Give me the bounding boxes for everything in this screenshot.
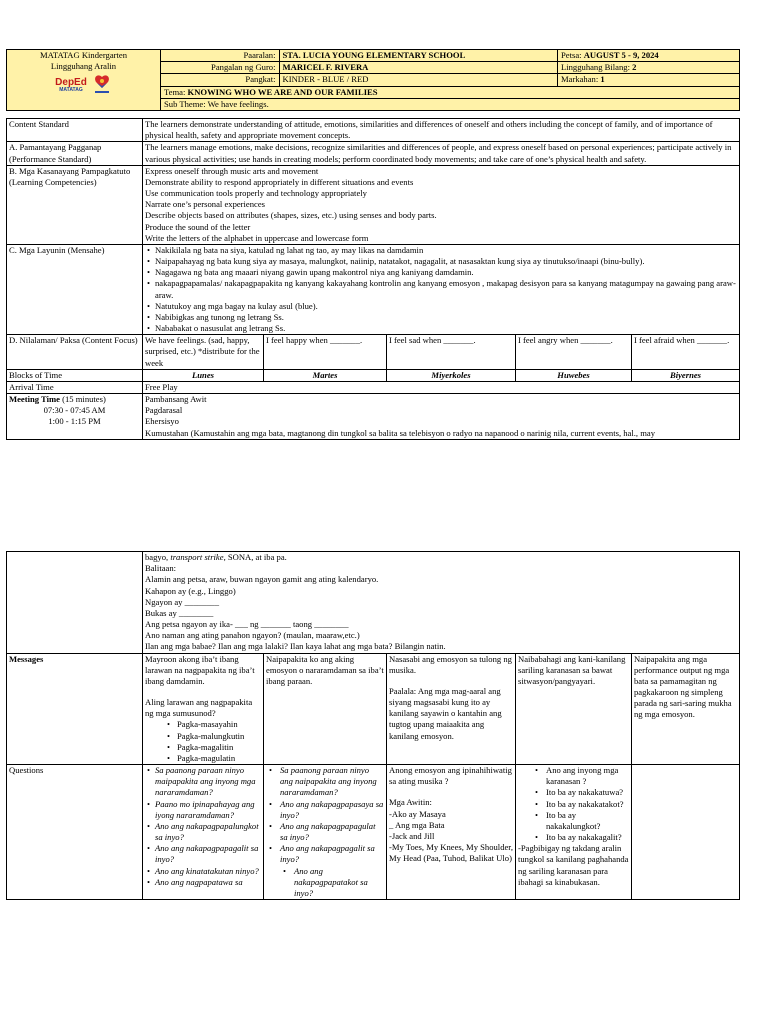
- question-item: • Ito ba ay nakakalungkot?: [546, 810, 629, 832]
- content-focus-label: D. Nilalaman/ Paksa (Content Focus): [7, 335, 143, 370]
- objectives-list: [143, 244, 740, 334]
- content-standard-label: Content Standard: [7, 119, 143, 142]
- continuation-line: Ngayon ay ________: [145, 596, 219, 607]
- questions-label: Questions: [7, 765, 143, 900]
- day-lunes: Lunes: [143, 369, 264, 381]
- matatag-seal-icon: [92, 74, 112, 96]
- meeting-line: Pambansang Awit: [145, 394, 207, 405]
- competency-item: Narrate one’s personal experiences: [145, 199, 266, 210]
- lesson-plan-table-continued: [6, 551, 740, 900]
- header-title-line1: MATATAG Kindergarten: [39, 50, 127, 60]
- meeting-time-1: 07:30 - 07:45 AM: [43, 405, 106, 416]
- competency-item: Demonstrate ability to respond appropriately in different situations and events: [145, 176, 414, 187]
- guro-value: MARICEL F. RIVERA: [279, 62, 557, 73]
- questions-huwebes: [516, 765, 632, 900]
- paaralan-value: STA. LUCIA YOUNG ELEMENTARY SCHOOL: [279, 50, 557, 61]
- competency-item: Describe objects based on attributes (shapes, sizes, etc.) using senses and body parts.: [145, 210, 437, 221]
- markahan-cell: Markahan: 1: [558, 74, 740, 86]
- question-item: • Ano ang nakapagpapagulat sa inyo?: [280, 821, 384, 843]
- objective-item: • nakapagpapamalas/ nakapagpapakita ng kanyang kakayahang kontrolin ang kanyang emosyon , makapag desisyon para sa kanyang matagumpay na gawaing pang araw-araw.: [155, 278, 737, 300]
- lesson-plan-table: [6, 118, 740, 440]
- competencies-label: B. Mga Kasanayang Pampagkatuto (Learning Competencies): [7, 165, 143, 244]
- paaralan-row: [161, 50, 558, 62]
- meeting-time-2: 1:00 - 1:15 PM: [48, 416, 101, 427]
- continuation-line: Ang petsa ngayon ay ika- ___ ng _______ taong ________: [145, 619, 349, 630]
- meeting-line: Kumustahan (Kamustahin ang mga bata, magtanong din tungkol sa balita sa telebisyon o radyo na napanood o narinig nila, current events, hal., may: [145, 427, 656, 438]
- question-item: • Ano ang nakapagpapalungkot sa inyo?: [155, 821, 261, 843]
- messages-label: Messages: [7, 653, 143, 765]
- question-item: • Ano ang kinatatakutan ninyo?: [155, 866, 261, 877]
- question-item: • Ito ba ay nakakatuwa?: [546, 787, 629, 798]
- objectives-label: C. Mga Layunin (Mensahe): [7, 244, 143, 334]
- matatag-logo-text: MATATAG: [59, 87, 83, 94]
- day-huwebes: Huwebes: [516, 369, 632, 381]
- tema-value: KNOWING WHO WE ARE AND OUR FAMILIES: [187, 86, 378, 97]
- objective-item: • Nagagawa ng bata ang maaari niyang gawin upang makontrol niya ang kaniyang damdamin.: [155, 267, 737, 278]
- questions-biyernes: [632, 765, 740, 900]
- performance-standard-label: A. Pamantayang Pagganap (Performance Standard): [7, 142, 143, 165]
- continuation-text: [143, 552, 740, 654]
- meeting-time-label: Meeting Time (15 minutes) 07:30 - 07:45 AM 1:00 - 1:15 PM: [7, 394, 143, 440]
- blocks-of-time-label: Blocks of Time: [7, 369, 143, 381]
- messages-martes: Naipapakita ko ang aking emosyon o nararamdaman sa iba’t ibang paraan.: [264, 653, 387, 765]
- header-table: [6, 49, 740, 111]
- pangkat-row: [161, 74, 558, 86]
- continuation-line: Alamin ang petsa, araw, buwan ngayon gamit ang ating kalendaryo.: [145, 574, 379, 585]
- pangkat-label: Pangkat:: [161, 74, 279, 85]
- question-item: • Ano ang inyong mga karanasan ?: [546, 765, 629, 787]
- subtheme-cell: Sub Theme: We have feelings.: [161, 98, 740, 110]
- paaralan-label: Paaralan:: [161, 50, 279, 61]
- meeting-line: Ehersisyo: [145, 416, 179, 427]
- objective-item: • Natutukoy ang mga bagay na kulay asul (blue).: [155, 301, 737, 312]
- song-item: -My Toes, My Knees, My Shoulder, My Head (Paa, Tuhod, Balikat Ulo): [389, 842, 513, 864]
- emotion-item: • Pagka-magulatin: [177, 753, 261, 764]
- emotion-item: • Pagka-masayahin: [177, 719, 261, 730]
- header-title-line2: Lingguhang Aralin: [50, 61, 117, 72]
- competencies-list: [143, 165, 740, 244]
- continuation-line: Ano naman ang ating panahon ngayon? (maulan, maaraw,etc.): [145, 630, 360, 641]
- content-focus-lunes: We have feelings. (sad, happy, surprised, etc.) *distribute for the week: [143, 335, 264, 370]
- content-standard-text: The learners demonstrate understanding of attitude, emotions, similarities and differences of oneself and others including the concept of family, and of importance of physical health, safety and appropriate movement concepts.: [143, 119, 740, 142]
- content-focus-biyernes: I feel afraid when _______.: [632, 335, 740, 370]
- deped-logo: DepEd MATATAG: [55, 77, 87, 94]
- meeting-line: Pagdarasal: [145, 405, 183, 416]
- logos: [10, 74, 157, 96]
- continuation-line: Bukas ay ________: [145, 607, 214, 618]
- question-item: • Paano mo ipinapahayag ang iyong nararamdaman?: [155, 799, 261, 821]
- question-item: • Ano ang nakapagpagalit sa inyo?: [280, 843, 384, 865]
- objective-item: • Nakikilala ng bata na siya, katulad ng lahat ng tao, ay may likas na damdamin: [155, 245, 737, 256]
- petsa-value: AUGUST 5 - 9, 2024: [583, 50, 659, 60]
- petsa-cell: Petsa: AUGUST 5 - 9, 2024: [558, 50, 740, 62]
- pangkat-value: KINDER - BLUE / RED: [279, 74, 557, 85]
- questions-miyerkoles: Anong emosyon ang ipinahihiwatig sa ating musika ? Mga Awitin: -Ako ay Masaya _ Ang mga Bata -Jack and Jill -My Toes, My Knees, My Shoulder, My Head (Paa, Tuhod, Balikat Ulo): [387, 765, 516, 900]
- objective-item: • Nabibigkas ang tunong ng letrang Ss.: [155, 312, 737, 323]
- emotion-item: • Pagka-magalitin: [177, 742, 261, 753]
- continuation-line: Ilan ang mga babae? Ilan ang mga lalaki? Ilan kaya lahat ang mga bata? Bilangin natin.: [145, 641, 446, 652]
- messages-lunes: Mayroon akong iba’t ibang larawan na nagpapakita ng iba’t ibang damdamin. Aling larawan ang nagpapakita ng mga sumusunod? • Pagka-masayahin • Pagka-malungkutin • Pagka-magalitin • Pagka-magulatin: [143, 653, 264, 765]
- messages-huwebes: Naibabahagi ang kani-kanilang sariling karanasan sa bawat sitwasyon/pangyayari.: [516, 653, 632, 765]
- markahan-value: 1: [600, 74, 605, 85]
- question-item: • Ano ang nagpapatawa sa: [155, 877, 261, 888]
- emotion-item: • Pagka-malungkutin: [177, 731, 261, 742]
- arrival-time-value: Free Play: [143, 381, 740, 393]
- messages-miyerkoles: Nasasabi ang emosyon sa tulong ng musika. Paalala: Ang mga mag-aaral ang siyang magsasabi kung ito ay kanilang sayawin o kantahin ang tugtog upang maiaakita ang kanilang emosyon.: [387, 653, 516, 765]
- continuation-line: Kahapon ay (e.g., Linggo): [145, 585, 236, 596]
- performance-standard-text: The learners manage emotions, make decisions, recognize similarities and differences of people, and express oneself based on personal experiences; participate actively in various physical activities; use hands in creating models; perform coordinated body movements; and take care of one’s physical health and safety.: [143, 142, 740, 165]
- question-item: • Ano ang nakapagpapasaya sa inyo?: [280, 799, 384, 821]
- question-item: • Ano ang nakapagpapagalit sa inyo?: [155, 843, 261, 865]
- competency-item: Produce the sound of the letter: [145, 221, 251, 232]
- tema-cell: Tema: KNOWING WHO WE ARE AND OUR FAMILIES: [161, 86, 740, 98]
- linggo-value: 2: [632, 62, 637, 73]
- objective-item: • Naipapahayag ng bata kung siya ay masaya, malungkot, naiinip, natatakot, nagagalit, at nasasaktan kung siya ay tinutukso/inaapi (binu-bully).: [155, 256, 737, 267]
- objective-item: • Nababakat o nasusulat ang letrang Ss.: [155, 323, 737, 334]
- huwebes-note: -Pagbibigay ng takdang aralin tungkol sa kanilang paghahanda ng sariling karanasan para ibahagi sa kinabukasan.: [518, 843, 629, 887]
- guro-row: [161, 62, 558, 74]
- question-item: • Sa paanong paraan ninyo ang naipapakita ang inyong nararamdaman?: [280, 765, 384, 799]
- arrival-time-label: Arrival Time: [7, 381, 143, 393]
- guro-label: Pangalan ng Guro:: [161, 62, 279, 73]
- continuation-label: [7, 552, 143, 654]
- competency-item: Express oneself through music arts and movement: [145, 165, 319, 176]
- content-focus-huwebes: I feel angry when _______.: [516, 335, 632, 370]
- question-item: • Ito ba ay nakakatakot?: [546, 799, 629, 810]
- header-title-cell: [7, 50, 161, 111]
- competency-item: Write the letters of the alphabet in uppercase and lowercase form: [145, 232, 369, 243]
- day-biyernes: Biyernes: [632, 369, 740, 381]
- question-item: • Sa paanong paraan ninyo maipapakita ang inyong mga nararamdaman?: [155, 765, 261, 799]
- question-item: • Ito ba ay nakakagalit?: [546, 832, 629, 843]
- messages-biyernes: Naipapakita ang mga performance output ng mga bata sa pamamagitan ng pagkakaroon ng simpleng parada ng sari-saring mukha ng mga emosyon.: [632, 653, 740, 765]
- content-focus-miyerkoles: I feel sad when _______.: [387, 335, 516, 370]
- meeting-time-activities: [143, 394, 740, 440]
- continuation-line: bagyo, transport strike, SONA, at iba pa.: [145, 552, 287, 562]
- questions-martes: [264, 765, 387, 900]
- linggo-cell: Lingguhang Bilang: 2: [558, 62, 740, 74]
- competency-item: Use communication tools properly and technology appropriately: [145, 188, 367, 199]
- question-item: • Ano ang nakapagpapatakot sa inyo?: [280, 866, 384, 900]
- content-focus-martes: I feel happy when _______.: [264, 335, 387, 370]
- questions-lunes: [143, 765, 264, 900]
- continuation-line: Balitaan:: [145, 563, 177, 574]
- song-item: -Jack and Jill: [389, 830, 435, 841]
- day-miyerkoles: Miyerkoles: [387, 369, 516, 381]
- day-martes: Martes: [264, 369, 387, 381]
- song-item: -Ako ay Masaya: [389, 808, 446, 819]
- song-item: _ Ang mga Bata: [389, 819, 445, 830]
